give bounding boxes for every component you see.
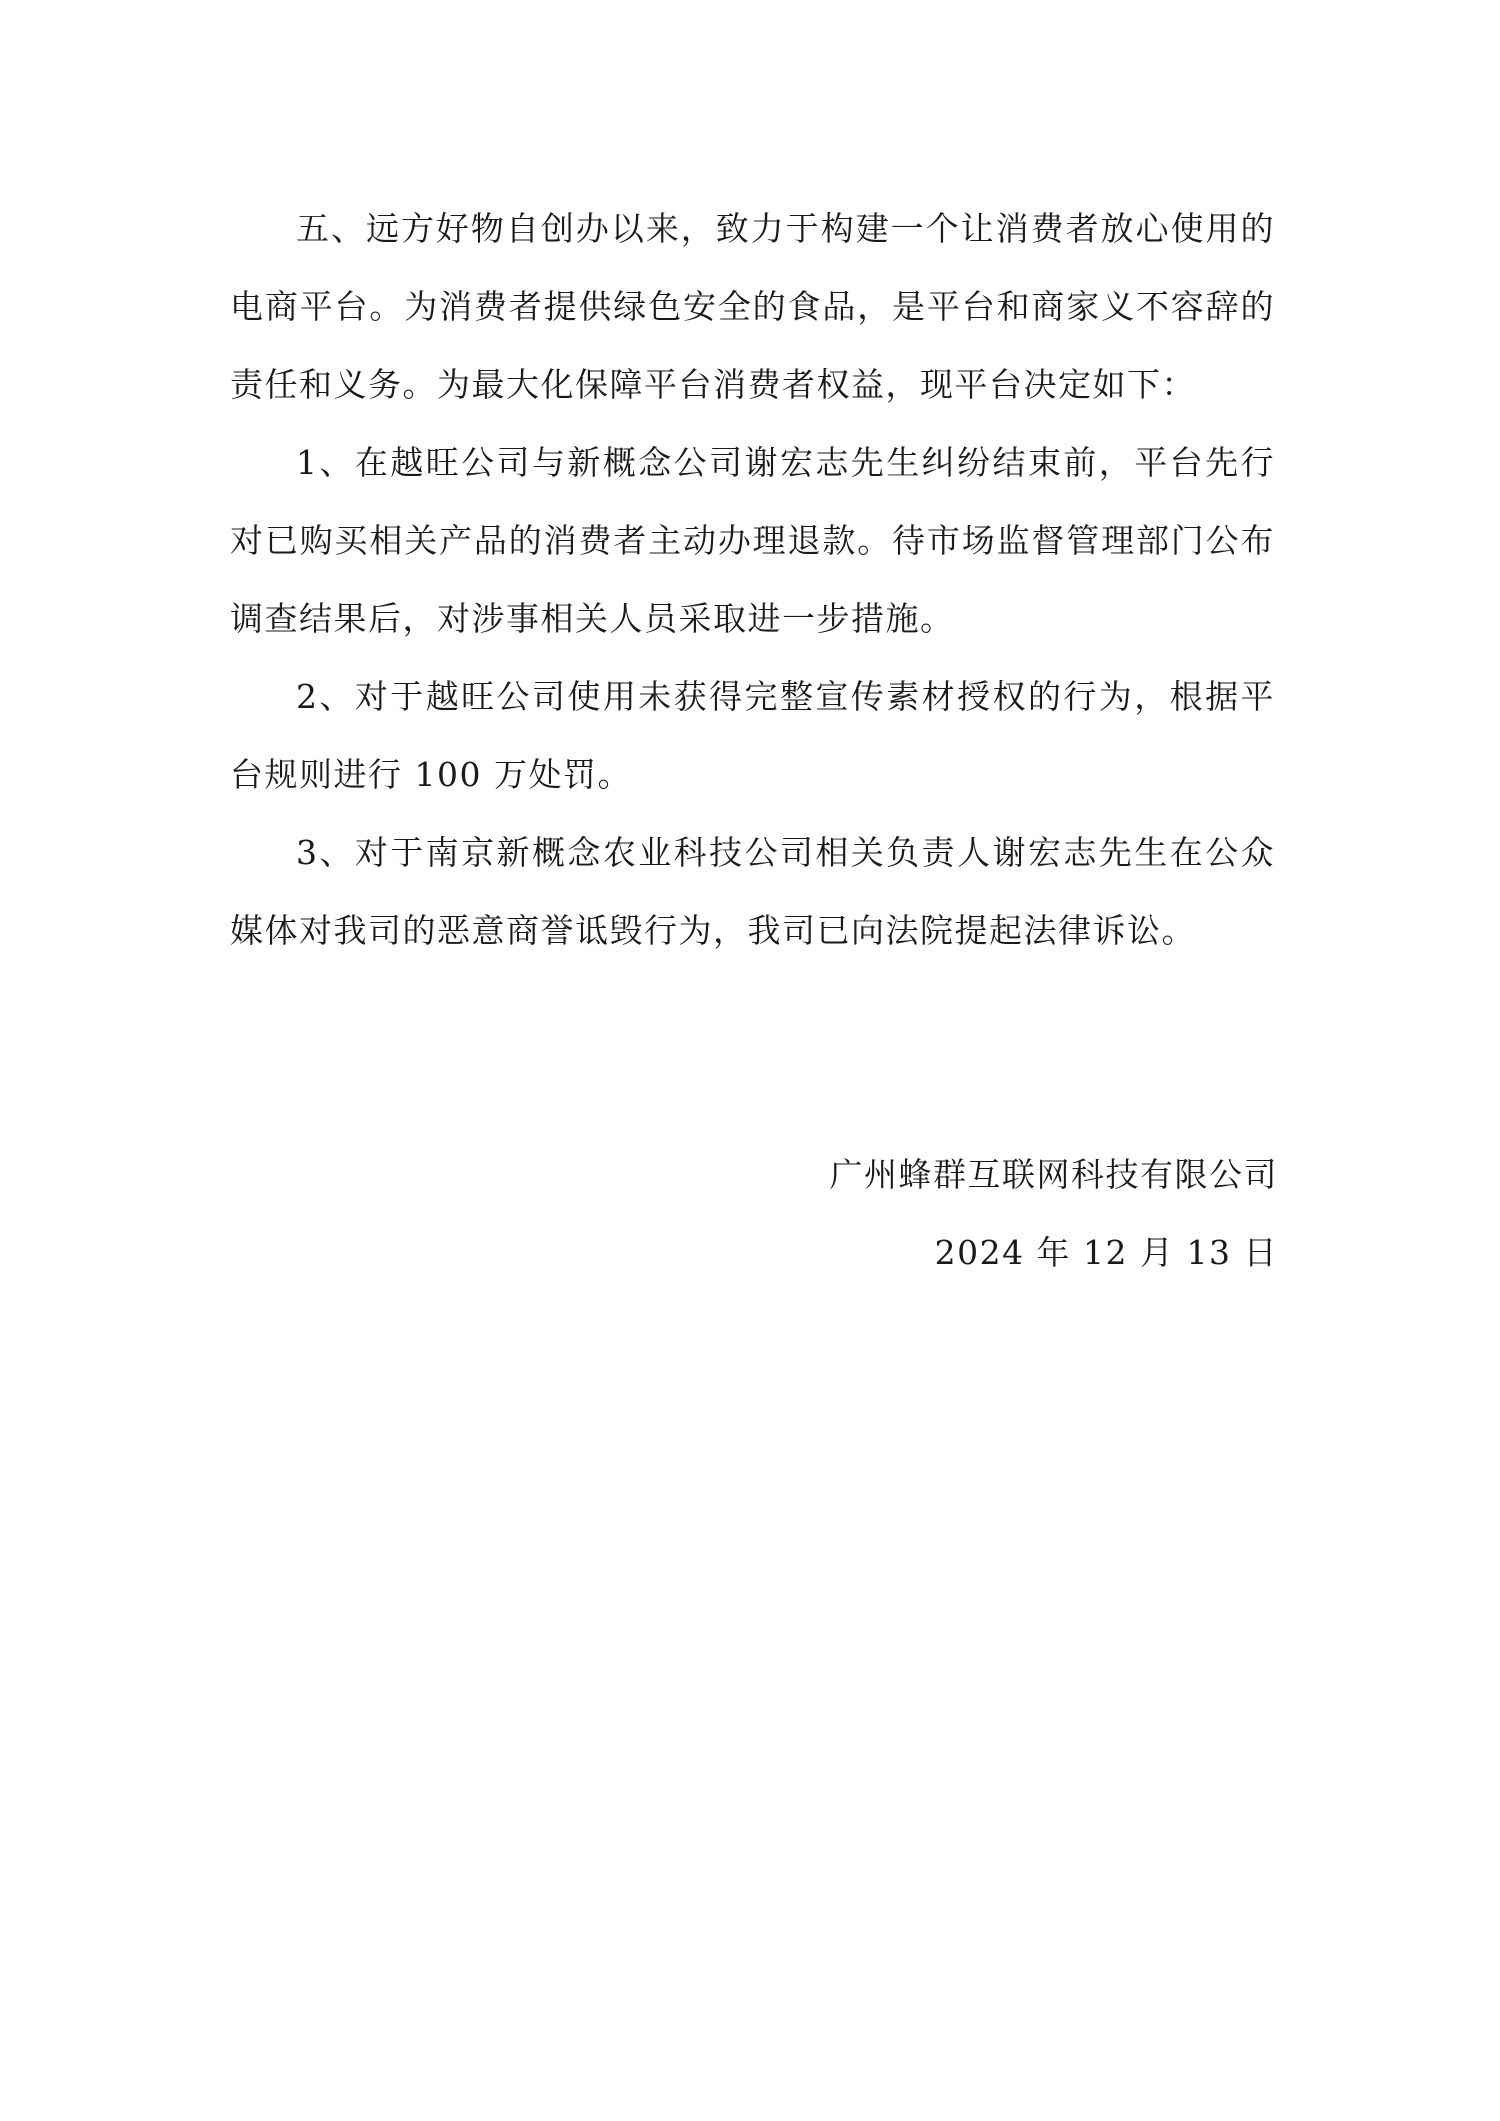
signature-block [830,1136,1279,1292]
paragraph-section-five: 五、远方好物自创办以来，致力于构建一个让消费者放心使用的电商平台。为消费者提供绿色安全的食品，是平台和商家义不容辞的责任和义务。为最大化保障平台消费者权益，现平台决定如下： [230,209,1275,404]
document-body [230,190,1275,970]
signature-company: 广州蜂群互联网科技有限公司 [829,1155,1278,1194]
paragraph-item-two: 2、对于越旺公司使用未获得完整宣传素材授权的行为，根据平台规则进行 100 万处罚。 [230,677,1275,794]
paragraph-item-one: 1、在越旺公司与新概念公司谢宏志先生纠纷结束前，平台先行对已购买相关产品的消费者主动办理退款。待市场监督管理部门公布调查结果后，对涉事相关人员采取进一步措施。 [230,443,1275,638]
paragraph-item-three: 3、对于南京新概念农业科技公司相关负责人谢宏志先生在公众媒体对我司的恶意商誉诋毁行为，我司已向法院提起法律诉讼。 [230,833,1275,950]
signature-date: 2024 年 12 月 13 日 [934,1233,1278,1272]
